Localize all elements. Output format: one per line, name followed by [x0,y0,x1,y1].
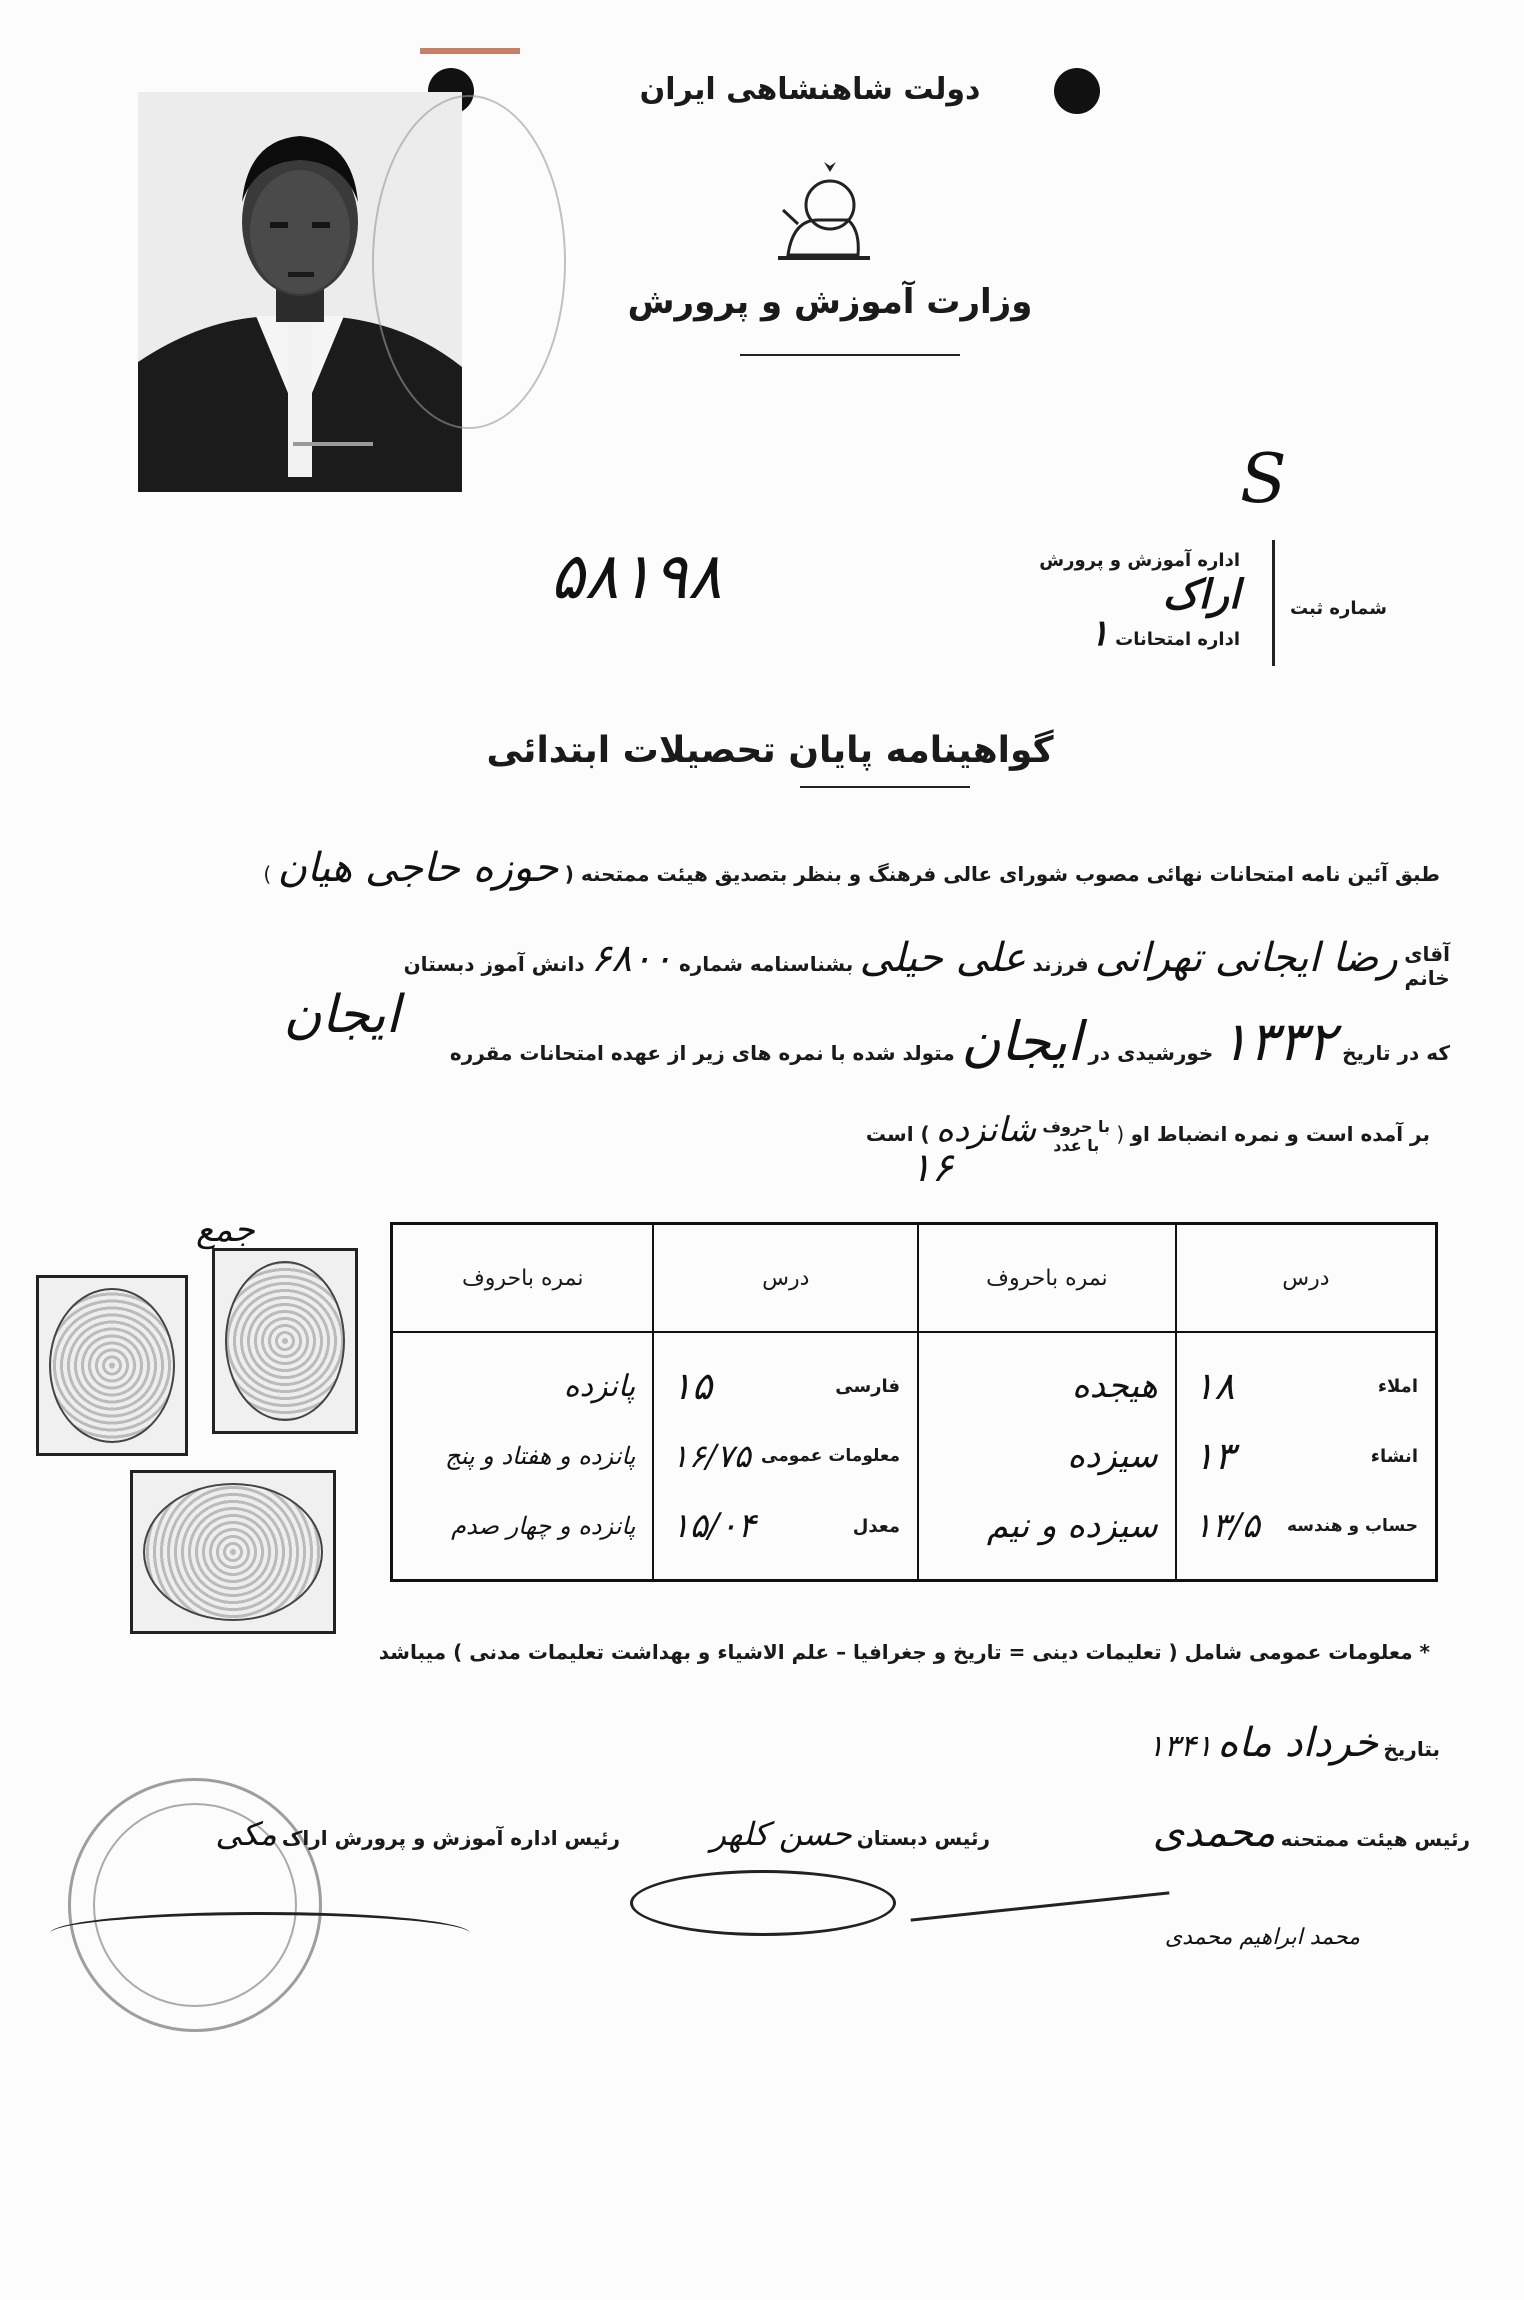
left-row-2 [671,1421,900,1491]
child-of-label: فرزند [1032,952,1089,976]
office-signature: مکی [215,1815,277,1853]
office-head-label: رئیس اداره آموزش و پرورش اراک [281,1826,620,1850]
grade-general-digits: ۱۶/۷۵ [671,1437,751,1475]
corner-mark: S [1240,440,1287,519]
header-subject-left: درس [653,1224,918,1333]
registry-office-hand: اراک [1162,571,1240,618]
committee-signature: محمدی [1152,1810,1276,1856]
discipline-prefix: بر آمده است و نمره انضباط او [1130,1122,1430,1146]
revenue-stamp-3 [130,1470,336,1634]
issue-month: خرداد ماه [1217,1720,1379,1766]
body-line-1 [150,845,1440,891]
registry-exam-hand: ۱ [1089,612,1109,654]
lion-and-sun-emblem [768,160,878,270]
grade-math-digits: ۱۳/۵ [1193,1506,1261,1546]
paren-close: ) [263,862,272,886]
birth-year: ۱۳۳۲ [1219,1010,1336,1073]
registry-office-line2 [990,612,1240,654]
father-name: علی حیلی [859,935,1027,981]
grade-composition-digits: ۱۳ [1193,1434,1235,1478]
birth-place: ایجان [961,1010,1083,1073]
discipline-letters: شانزده [936,1110,1037,1150]
registry-office-line1 [990,550,1240,618]
exam-district: حوزه حاجی هیان [277,845,559,891]
id-label: بشناسنامه شماره [678,952,854,976]
by-digits-label: با عدد [1053,1135,1100,1155]
grade-average-digits: ۱۵/۰۴ [671,1506,756,1546]
school-label: دانش آموز دبستان [403,952,585,976]
issue-date-label: بتاریخ [1383,1737,1440,1761]
under-signature-text: محمد ابراهیم محمدی [1164,1925,1360,1950]
school-signature: حسن کلهر [710,1815,852,1853]
general-knowledge-footnote: * معلومات عمومی شامل ( تعلیمات دینی = تاریخ و جغرافیا – علم الاشیاء و بهداشت تعلیمات مدنی ) میباشد [378,1640,1430,1664]
header-grade-right: نمره باحروف [918,1224,1176,1333]
born-suffix: متولد شده با نمره های زیر از عهده امتحانات مقرره [449,1041,955,1065]
issue-date [1080,1720,1440,1766]
birth-date-label: که در تاریخ [1342,1041,1450,1065]
right-letters-list [920,1341,1174,1571]
grade-persian-letters: پانزده [563,1368,636,1404]
title-choice [1404,942,1450,990]
born-in-label: خورشیدی در [1088,1041,1214,1065]
body-line-4 [690,1110,1430,1155]
header-grade-left: نمره باحروف [392,1224,654,1333]
embossed-seal [372,95,566,429]
left-row-1 [671,1351,900,1421]
issue-year: ۱۳۴۱ [1147,1729,1213,1764]
certificate-title: گواهینامه پایان تحصیلات ابتدائی [486,730,1054,771]
grade-average-letters: پانزده و چهار صدم [451,1512,636,1540]
header-subject-right: درس [1176,1224,1437,1333]
grade-composition-letters: سیزده [1067,1436,1158,1476]
registry-bracket [1272,540,1275,666]
right-row-1 [1194,1351,1418,1421]
id-number: ۶۸۰۰ [590,936,673,980]
school-name: ایجان [283,985,400,1045]
discipline-digits: ۱۶ [910,1145,953,1191]
subject-math: حساب و هندسه [1287,1516,1418,1536]
table-body-row [392,1332,1437,1581]
subject-persian: فارسی [835,1375,901,1397]
ministry-heading: وزارت آموزش و پرورش [627,282,1033,322]
left-subjects-list [655,1341,916,1571]
grade-persian-digits: ۱۵ [671,1364,713,1408]
school-signature-block [640,1815,990,1853]
right-letters-cell [918,1332,1176,1581]
right-row-3 [1194,1491,1418,1561]
registry-label: شماره ثبت [1290,598,1387,619]
office-signature-block [150,1815,620,1853]
school-signature-loop [630,1870,896,1936]
registry-exam-print: اداره امتحانات [1115,629,1240,650]
state-heading: دولت شاهنشاهی ایران [639,72,981,107]
grade-dictation-digits: ۱۸ [1193,1364,1235,1408]
paper-tear-mark [420,48,520,54]
revenue-stamp-2 [212,1248,358,1434]
left-letters-list [394,1341,651,1571]
body-line-2 [190,935,1450,990]
grade-table [390,1222,1438,1582]
right-subjects-list [1178,1341,1434,1571]
open-paren: ( [1116,1122,1125,1146]
right-row-2 [1194,1421,1418,1491]
left-letters-cell [392,1332,654,1581]
student-name: رضا ایجانی تهرانی [1094,935,1398,981]
title-underline [800,786,970,788]
committee-head-label: رئیس هیئت ممتحنه [1280,1827,1470,1851]
mister-label: آقای [1404,941,1450,966]
registry-office-print: اداره آموزش و پرورش [1039,550,1240,571]
subject-general: معلومات عمومی [761,1446,901,1466]
regulation-text: طبق آئین نامه امتحانات نهائی مصوب شورای عالی فرهنگ و بنظر بتصدیق هیئت ممتحنه ( [564,862,1440,886]
subject-average: معدل [852,1515,901,1537]
by-letters-label: با حروف [1042,1116,1111,1136]
school-head-label: رئیس دبستان [856,1826,990,1850]
left-row-3 [671,1491,900,1561]
discipline-format-labels [1042,1117,1110,1155]
grade-general-letters: پانزده و هفتاد و پنج [445,1442,636,1470]
grade-math-letters: سیزده و نیم [986,1506,1158,1546]
committee-signature-block [1020,1810,1470,1856]
discipline-suffix: ) است [865,1122,930,1146]
body-line-3 [160,1010,1450,1073]
committee-signature-stroke [911,1891,1170,1921]
madam-label: خانم [1404,965,1450,990]
ministry-underline [740,354,960,356]
left-subjects-cell [653,1332,918,1581]
revenue-stamp-1 [36,1275,188,1456]
subject-composition: انشاء [1370,1445,1418,1467]
table-margin-note: جمع [196,1210,255,1250]
subject-dictation: املاء [1377,1375,1418,1397]
table-header-row [392,1224,1437,1333]
registry-number: ۵۸۱۹۸ [550,540,722,614]
grade-dictation-letters: هیجده [1071,1366,1158,1406]
right-subjects-cell [1176,1332,1437,1581]
office-signature-stroke [50,1912,470,1955]
punch-hole-right [1054,68,1100,114]
